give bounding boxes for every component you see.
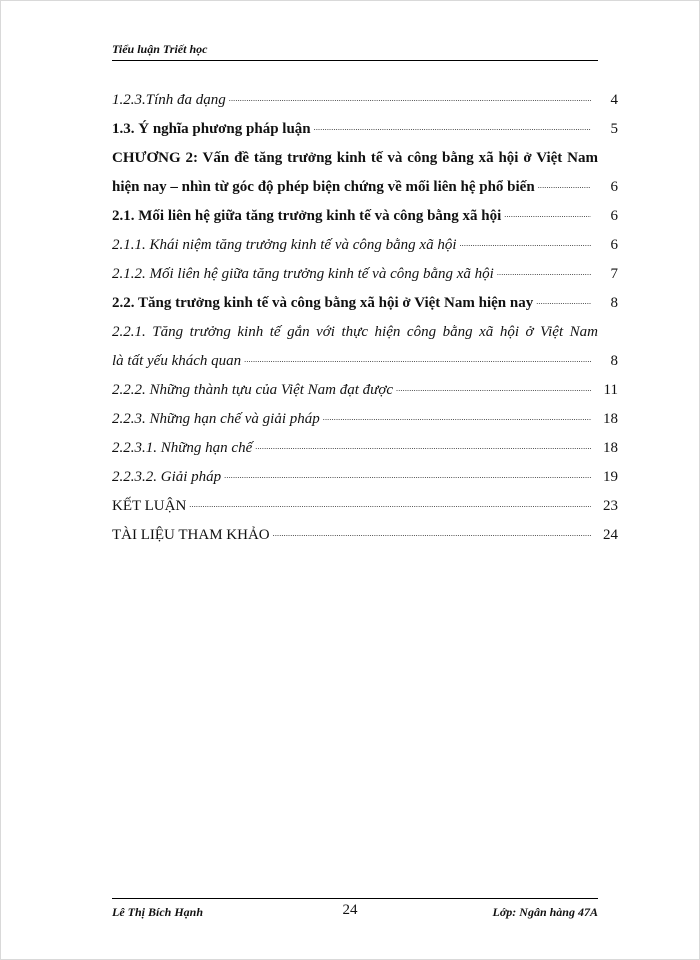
toc-page-number: 18 [603,411,618,427]
toc-leader-dots [189,489,591,519]
toc-leader-dots [396,373,591,403]
toc-leader-dots [244,344,591,374]
toc-leader-dots [273,518,591,548]
header-rule [112,60,598,61]
toc-entry-title: 1.3. Ý nghĩa phương pháp luận [112,121,311,137]
table-of-contents [112,86,618,550]
toc-entry-title-line-2: là tất yếu khách quan [112,353,242,369]
toc-entry-1-3[interactable] [112,115,618,144]
toc-entry-1-2-3[interactable] [112,86,618,115]
toc-entry-2-2-2[interactable] [112,376,618,405]
footer-author: Lê Thị Bích Hạnh [112,905,204,919]
toc-entry-title: 1.2.3.Tính đa dạng [112,92,226,108]
running-header: Tiểu luận Triết học [112,42,208,56]
toc-entry-title: 2.1.2. Mối liên hệ giữa tăng trưởng kinh tế và công bằng xã hội [112,266,494,282]
toc-page-number: 23 [603,498,618,514]
toc-entry-ket-luan[interactable] [112,492,618,521]
toc-entry-2-2-3-2[interactable] [112,463,618,492]
toc-page-number: 7 [610,266,618,282]
toc-page-number: 8 [610,353,618,369]
toc-leader-dots [536,286,591,316]
toc-entry-title: 2.2.3. Những hạn chế và giải pháp [112,411,320,427]
toc-entry-tai-lieu-tham-khao[interactable] [112,521,618,550]
toc-leader-dots [538,170,591,200]
toc-page-number: 6 [610,179,618,195]
toc-page-number: 5 [610,121,618,137]
toc-entry-title-line-1: 2.2.1. Tăng trưởng kinh tế gắn với thực hiện công bằng xã hội ở Việt Nam [112,324,598,340]
toc-page-number: 19 [603,469,618,485]
toc-leader-dots [504,199,591,229]
toc-entry-title: 2.2.3.1. Những hạn chế [112,440,253,456]
toc-entry-title-line-2: hiện nay – nhìn từ góc độ phép biện chứng về mối liên hệ phổ biến [112,179,535,195]
toc-leader-dots [323,402,591,432]
toc-entry-title: 2.2. Tăng trưởng kinh tế và công bằng xã hội ở Việt Nam hiện nay [112,295,534,311]
toc-page-number: 6 [610,237,618,253]
toc-leader-dots [229,83,591,113]
toc-entry-chuong-2[interactable] [112,144,618,202]
toc-leader-dots [224,460,591,490]
toc-entry-2-1[interactable] [112,202,618,231]
footer-rule [112,898,598,899]
toc-entry-2-2-3[interactable] [112,405,618,434]
toc-page-number: 8 [610,295,618,311]
toc-entry-title: 2.2.3.2. Giải pháp [112,469,222,485]
toc-entry-title: 2.2.2. Những thành tựu của Việt Nam đạt được [112,382,394,398]
toc-page-number: 24 [603,527,618,543]
toc-entry-title: KẾT LUẬN [112,498,187,514]
toc-entry-title: 2.1. Mối liên hệ giữa tăng trưởng kinh tế và công bằng xã hội [112,208,502,224]
toc-entry-2-1-1[interactable] [112,231,618,260]
toc-entry-title: 2.1.1. Khái niệm tăng trưởng kinh tế và công bằng xã hội [112,237,457,253]
toc-entry-2-2-1[interactable] [112,318,618,376]
toc-page-number: 11 [603,382,618,398]
toc-leader-dots [459,228,591,258]
toc-entry-2-2[interactable] [112,289,618,318]
toc-leader-dots [497,257,591,287]
toc-entry-2-1-2[interactable] [112,260,618,289]
toc-entry-title: TÀI LIỆU THAM KHẢO [112,527,270,543]
toc-page-number: 4 [610,92,618,108]
footer-page-number: 24 [342,902,358,918]
toc-entry-title-line-1: CHƯƠNG 2: Vấn đề tăng trưởng kinh tế và công bằng xã hội ở Việt Nam [112,150,598,166]
toc-entry-2-2-3-1[interactable] [112,434,618,463]
toc-leader-dots [314,112,591,142]
toc-leader-dots [255,431,591,461]
footer-class: Lớp: Ngân hàng 47A [492,905,598,919]
toc-page-number: 18 [603,440,618,456]
toc-page-number: 6 [610,208,618,224]
